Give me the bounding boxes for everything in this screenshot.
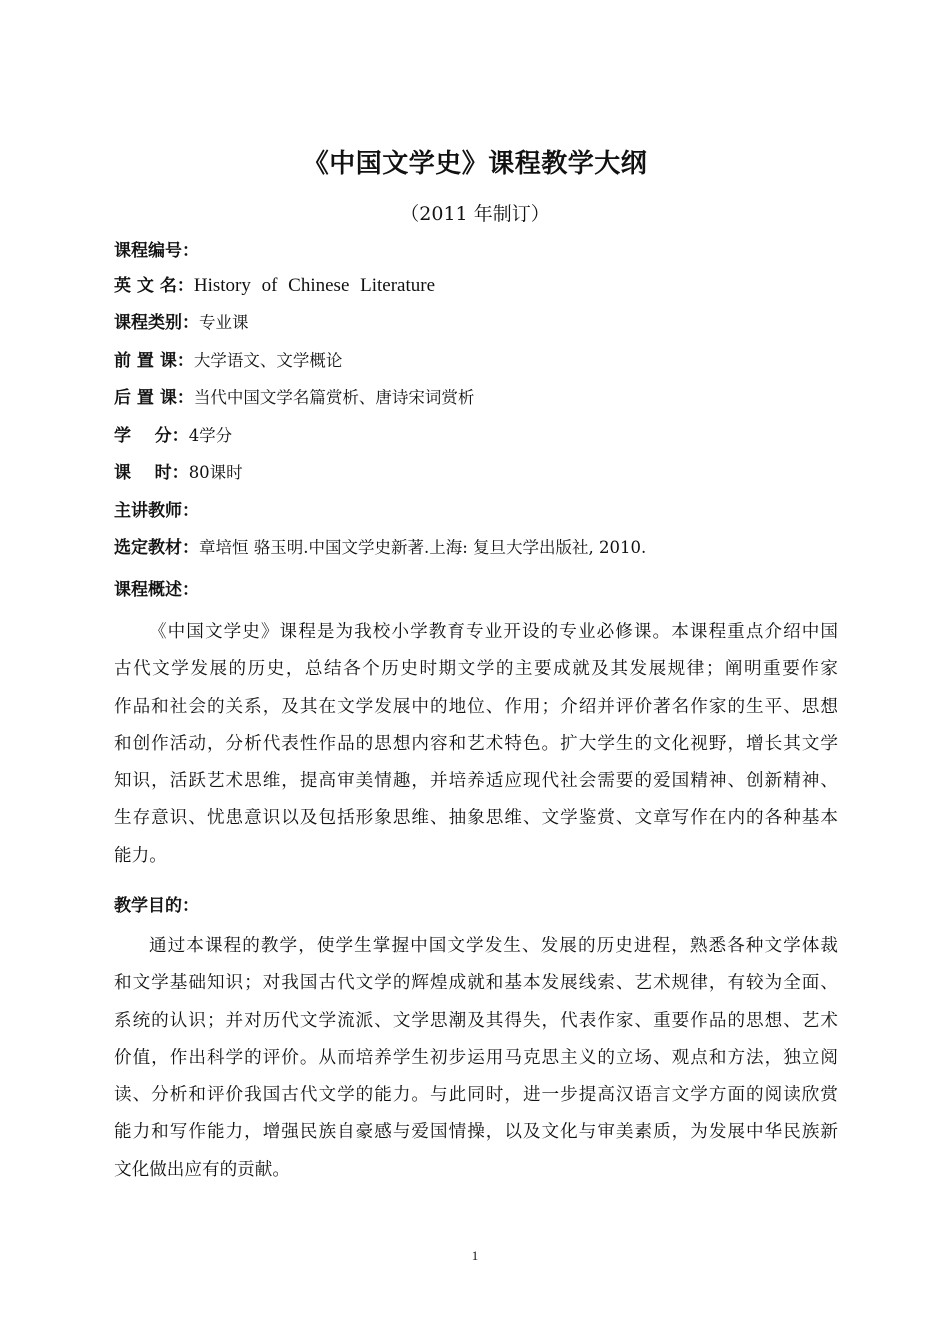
textbook-value: 章培恒 骆玉明.中国文学史新著.上海: 复旦大学出版社, 2010.: [199, 538, 647, 557]
field-credits: [114, 421, 232, 451]
objectives-line: 价值，作出科学的评价。从而培养学生初步运用马克思主义的立场、观点和方法，独立阅: [114, 1047, 838, 1068]
textbook-label: 选定教材：: [114, 538, 199, 558]
field-course-code: [114, 236, 199, 266]
overview-line: 作品和社会的关系，及其在文学发展中的地位、作用；介绍并评价著名作家的生平、思想: [114, 696, 838, 717]
objectives-line: 读、分析和评价我国古代文学的能力。与此同时，进一步提高汉语言文学方面的阅读欣赏: [114, 1085, 838, 1106]
prerequisite-label: 前 置 课：: [114, 351, 194, 371]
objectives-line: 和文学基础知识；对我国古代文学的辉煌成就和基本发展线索、艺术规律，有较为全面、: [114, 973, 838, 994]
followup-label: 后 置 课：: [114, 388, 194, 408]
credits-value: 4学分: [188, 426, 233, 445]
overview-line: 知识，活跃艺术思维，提高审美情趣，并培养适应现代社会需要的爱国精神、创新精神、: [114, 771, 838, 792]
objectives-line: 文化做出应有的贡献。: [114, 1159, 290, 1180]
overview-line: 古代文学发展的历史，总结各个历史时期文学的主要成就及其发展规律；阐明重要作家: [114, 659, 838, 680]
objectives-line: 通过本课程的教学，使学生掌握中国文学发生、发展的历史进程，熟悉各种文学体裁: [149, 936, 838, 956]
field-english-name: [114, 271, 435, 301]
document-title: 《中国文学史》课程教学大纲: [302, 149, 648, 179]
field-hours: [114, 458, 243, 488]
field-course-type: [114, 308, 249, 338]
objectives-line: 系统的认识；并对历代文学流派、文学思潮及其得失，代表作家、重要作品的思想、艺术: [114, 1010, 838, 1031]
overview-line: 能力。: [114, 845, 167, 866]
prerequisite-value: 大学语文、文学概论: [193, 351, 343, 370]
overview-line: 生存意识、忧患意识以及包括形象思维、抽象思维、文学鉴赏、文章写作在内的各种基本: [114, 808, 838, 829]
field-teacher: [114, 496, 199, 526]
credits-label: 学 分：: [114, 426, 189, 446]
overview-line: 《中国文学史》课程是为我校小学教育专业开设的专业必修课。本课程重点介绍中国: [149, 622, 838, 642]
course-type-value: 专业课: [199, 313, 249, 332]
page-number: 1: [471, 1248, 479, 1263]
document-subtitle: （2011 年制订）: [400, 203, 550, 225]
hours-label: 课 时：: [114, 463, 189, 483]
overview-heading: 课程概述：: [114, 580, 199, 600]
field-prerequisite: [114, 346, 342, 376]
field-followup: [114, 383, 474, 413]
course-code-label: 课程编号：: [114, 241, 199, 261]
english-name-label: 英 文 名：: [114, 276, 194, 296]
english-name-value: History of Chinese Literature: [193, 275, 436, 296]
overview-line: 和创作活动，分析代表性作品的思想内容和艺术特色。扩大学生的文化视野，增长其文学: [114, 733, 838, 754]
course-type-label: 课程类别：: [114, 313, 199, 333]
followup-value: 当代中国文学名篇赏析、唐诗宋词赏析: [193, 388, 475, 407]
field-textbook: [114, 533, 646, 563]
overview-paragraph: [114, 614, 838, 875]
objectives-heading: 教学目的：: [114, 896, 199, 916]
teacher-label: 主讲教师：: [114, 501, 199, 521]
objectives-paragraph: [114, 928, 838, 1189]
objectives-line: 能力和写作能力，增强民族自豪感与爱国情操，以及文化与审美素质，为发展中华民族新: [114, 1122, 838, 1143]
hours-value: 80课时: [188, 463, 243, 482]
